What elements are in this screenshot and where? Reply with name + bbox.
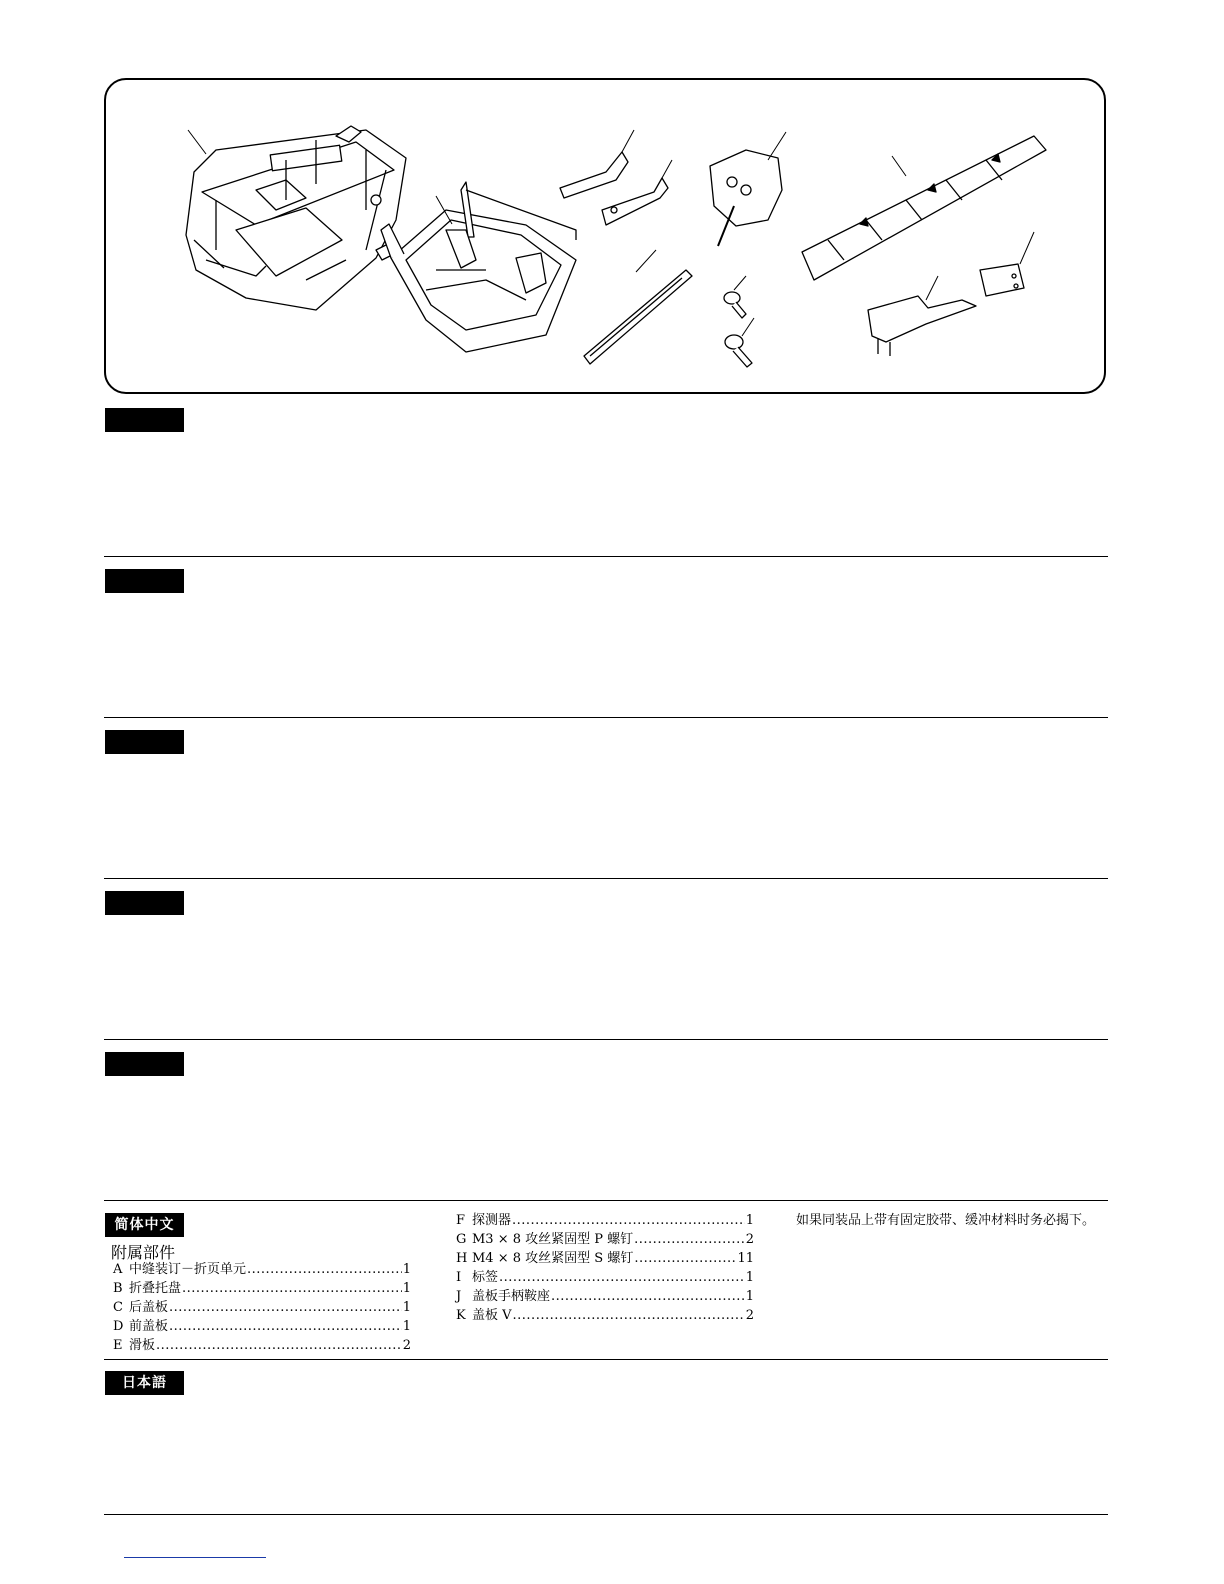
section-divider: [104, 1359, 1108, 1360]
center-fold-unit-drawing: [186, 126, 406, 310]
list-item: B 折叠托盘 ..... 1: [113, 1279, 411, 1298]
section-divider: [104, 1200, 1108, 1201]
language-tab-ja: 日本語: [105, 1371, 184, 1395]
parts-drawing: [106, 80, 1108, 396]
accessories-heading: 附属部件: [111, 1243, 176, 1262]
cover-v-drawing: [980, 264, 1024, 296]
list-item: I 标签 ..... 1: [456, 1268, 754, 1287]
label-sheet-drawing: [802, 136, 1046, 280]
screws-drawing: [724, 292, 752, 367]
section-divider: [104, 717, 1108, 718]
language-tab-4: [105, 891, 184, 915]
language-tab-zh: 简体中文: [105, 1213, 184, 1237]
list-item: D 前盖板 ..... 1: [113, 1317, 411, 1336]
language-tab-2: [105, 569, 184, 593]
language-tab-1: [105, 408, 184, 432]
detector-drawing: [710, 150, 782, 246]
slide-plate-drawing: [584, 270, 692, 364]
handle-saddle-drawing: [868, 296, 976, 356]
list-item: F 探测器 ..... 1: [456, 1211, 754, 1230]
section-divider: [104, 878, 1108, 879]
footer-link-line: [124, 1557, 266, 1558]
cover-plates-drawing: [560, 152, 668, 225]
section-divider: [104, 556, 1108, 557]
folding-tray-drawing: [381, 182, 576, 352]
list-item: E 滑板 ..... 2: [113, 1336, 411, 1355]
list-item: K 盖板 V ..... 2: [456, 1306, 754, 1325]
parts-illustration: [104, 78, 1106, 394]
list-item: C 后盖板 ..... 1: [113, 1298, 411, 1317]
parts-list-right: [456, 1211, 754, 1325]
list-item: J 盖板手柄鞍座 ..... 1: [456, 1287, 754, 1306]
list-item: G M3 × 8 攻丝紧固型 P 螺钉 ..... 2: [456, 1230, 754, 1249]
list-item: A 中缝装订－折页单元 ..... 1: [113, 1260, 411, 1279]
section-divider: [104, 1514, 1108, 1515]
language-tab-5: [105, 1052, 184, 1076]
section-divider: [104, 1039, 1108, 1040]
parts-list-left: [113, 1260, 411, 1355]
language-tab-3: [105, 730, 184, 754]
list-item: H M4 × 8 攻丝紧固型 S 螺钉 ..... 11: [456, 1249, 754, 1268]
packing-note: 如果同装品上带有固定胶带、缓冲材料时务必揭下。: [796, 1213, 1096, 1228]
